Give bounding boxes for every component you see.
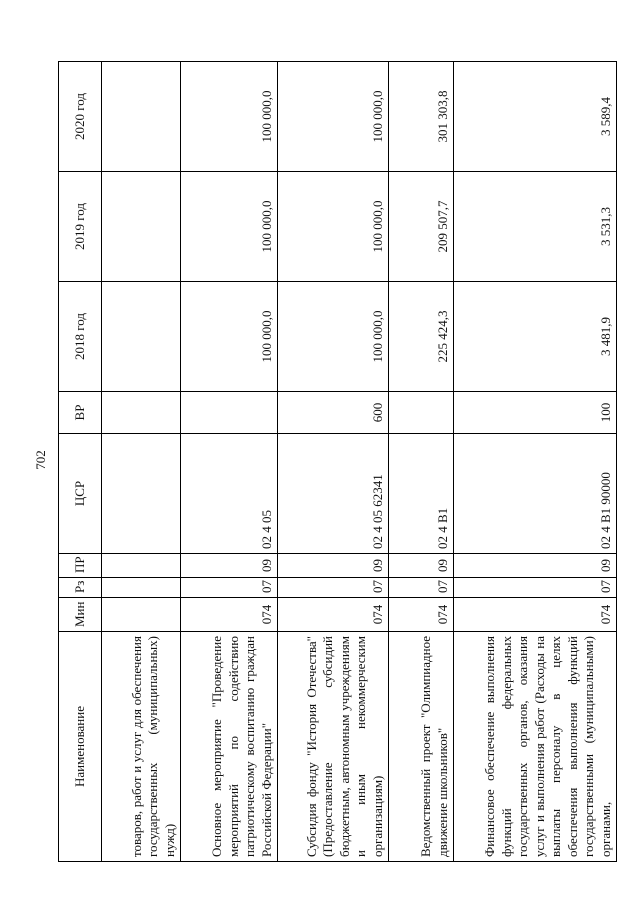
header-2018: 2018 год bbox=[59, 282, 102, 392]
row-csr: 02 4 05 62341 bbox=[278, 434, 389, 554]
row-name: Основное мероприятие "Проведение мероприятий по содействию патриотическому воспитанию граждан Российской Федерации" bbox=[181, 632, 278, 862]
page-number: 702 bbox=[33, 450, 48, 470]
row-2020: 100 000,0 bbox=[278, 62, 389, 172]
row-pr bbox=[102, 554, 181, 578]
row-2019: 209 507,7 bbox=[389, 172, 454, 282]
row-2020: 301 303,8 bbox=[389, 62, 454, 172]
row-min: 074 bbox=[181, 598, 278, 632]
row-vr: 100 bbox=[454, 392, 617, 434]
row-csr: 02 4 В1 bbox=[389, 434, 454, 554]
row-pr: 09 bbox=[454, 554, 617, 578]
row-rz bbox=[102, 578, 181, 598]
row-vr bbox=[102, 392, 181, 434]
row-2020: 100 000,0 bbox=[181, 62, 278, 172]
row-pr: 09 bbox=[181, 554, 278, 578]
row-2018: 100 000,0 bbox=[278, 282, 389, 392]
row-rz: 07 bbox=[181, 578, 278, 598]
row-2019 bbox=[102, 172, 181, 282]
row-pr: 09 bbox=[389, 554, 454, 578]
row-pr: 09 bbox=[278, 554, 389, 578]
row-vr bbox=[389, 392, 454, 434]
header-vr: ВР bbox=[59, 392, 102, 434]
table-row bbox=[278, 62, 389, 862]
row-min: 074 bbox=[454, 598, 617, 632]
table-row bbox=[102, 62, 181, 862]
header-min: Мин bbox=[59, 598, 102, 632]
row-2020 bbox=[102, 62, 181, 172]
row-name: Финансовое обеспечение выполнения функций федеральных государственных органов, оказания услуг и выполнения работ (Расходы на выплаты персоналу в целях обеспечения выполнения функций государственными (муниципальными) органами, bbox=[454, 632, 617, 862]
table-row bbox=[454, 62, 617, 862]
table-row bbox=[389, 62, 454, 862]
row-2019: 100 000,0 bbox=[181, 172, 278, 282]
row-csr: 02 4 05 bbox=[181, 434, 278, 554]
table-header-row bbox=[59, 62, 102, 862]
row-rz: 07 bbox=[389, 578, 454, 598]
row-2018 bbox=[102, 282, 181, 392]
header-rz: Рз bbox=[59, 578, 102, 598]
row-rz: 07 bbox=[278, 578, 389, 598]
row-min bbox=[102, 598, 181, 632]
row-2018: 225 424,3 bbox=[389, 282, 454, 392]
row-2019: 3 531,3 bbox=[454, 172, 617, 282]
row-vr: 600 bbox=[278, 392, 389, 434]
header-pr: ПР bbox=[59, 554, 102, 578]
header-name: Наименование bbox=[59, 632, 102, 862]
row-min: 074 bbox=[278, 598, 389, 632]
header-csr: ЦСР bbox=[59, 434, 102, 554]
row-2018: 3 481,9 bbox=[454, 282, 617, 392]
row-csr: 02 4 В1 90000 bbox=[454, 434, 617, 554]
row-2019: 100 000,0 bbox=[278, 172, 389, 282]
row-rz: 07 bbox=[454, 578, 617, 598]
row-name: товаров, работ и услуг для обеспечения государственных (муниципальных) нужд) bbox=[102, 632, 181, 862]
row-min: 074 bbox=[389, 598, 454, 632]
budget-table bbox=[58, 61, 617, 862]
header-2020: 2020 год bbox=[59, 62, 102, 172]
row-csr bbox=[102, 434, 181, 554]
row-2018: 100 000,0 bbox=[181, 282, 278, 392]
row-name: Субсидия фонду "История Отечества" (Предоставление субсидий бюджетным, автономным учреждениям и иным некоммерческим организациям) bbox=[278, 632, 389, 862]
row-2020: 3 589,4 bbox=[454, 62, 617, 172]
table-row bbox=[181, 62, 278, 862]
header-2019: 2019 год bbox=[59, 172, 102, 282]
rotated-page-content bbox=[58, 62, 613, 862]
row-name: Ведомственный проект "Олимпиадное движение школьников" bbox=[389, 632, 454, 862]
row-vr bbox=[181, 392, 278, 434]
